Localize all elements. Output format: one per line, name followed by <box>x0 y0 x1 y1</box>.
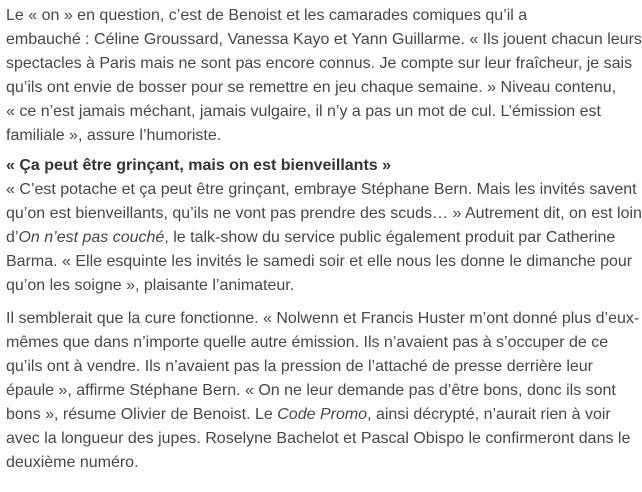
text-line: spectacles à Paris mais ne sont pas encore connus. Je compte sur leur fraîcheur, je sais <box>6 55 633 72</box>
section-subheading: « Ça peut être grinçant, mais on est bienveillants » <box>6 157 392 174</box>
text-line: deuxième numéro. <box>6 454 139 471</box>
text-fragment: bons », résume Olivier de Benoist. Le <box>6 406 278 423</box>
text-line: épaule », affirme Stéphane Bern. « On ne leur demande pas d’être bons, donc ils sont <box>6 382 616 399</box>
text-line: « C’est potache et ça peut être grinçant, embraye Stéphane Bern. Mais les invités savent <box>6 181 637 198</box>
text-fragment: d’ <box>6 229 19 246</box>
text-line: Il semblerait que la cure fonctionne. « Nolwenn et Francis Huster m’ont donné plus d’eux- <box>6 310 640 327</box>
text-line: « ce n’est jamais méchant, jamais vulgaire, il n’y a pas un mot de cul. L’émission est <box>6 103 601 120</box>
show-title-italic: On n’est pas couché <box>18 229 165 246</box>
text-line: qu’ils ont envie de bosser pour se remettre en jeu chaque semaine. » Niveau contenu, <box>6 79 617 96</box>
text-line: qu’on est bienveillants, qu’ils ne vont pas prendre des scuds… » Autrement dit, on est loin <box>6 205 642 222</box>
show-title-italic: Code Promo <box>277 406 368 423</box>
text-line: Barma. « Elle esquinte les invités le samedi soir et elle nous les donne le dimanche pour <box>6 253 633 270</box>
text-line: avec la longueur des jupes. Roselyne Bachelot et Pascal Obispo le confirmeront dans le <box>6 430 631 447</box>
text-line <box>6 403 636 427</box>
text-line: embauché : Céline Groussard, Vanessa Kayo et Yann Guillarme. « Ils jouent chacun leurs <box>6 31 642 48</box>
text-line: mêmes que dans n’importe quelle autre émission. Ils n’avaient pas à s’occuper de ce <box>6 334 609 351</box>
text-line: qu’on les soigne », plaisante l’animateur. <box>6 277 295 294</box>
text-fragment: , le talk-show du service public également produit par Catherine <box>164 229 616 246</box>
text-line: Le « on » en question, c’est de Benoist et les camarades comiques qu’il a <box>6 7 528 24</box>
paragraph-intro <box>6 4 642 148</box>
text-fragment: , ainsi décrypté, n’aurait rien à voir <box>367 406 611 423</box>
text-line: familiale », assure l’humoriste. <box>6 127 222 144</box>
text-line: qu’ils ont à vendre. Ils n’avaient pas la pression de l’attaché de presse derrière leur <box>6 358 593 375</box>
paragraph-quote-bern <box>6 178 642 298</box>
text-line <box>6 226 636 250</box>
paragraph-cure <box>6 307 640 475</box>
